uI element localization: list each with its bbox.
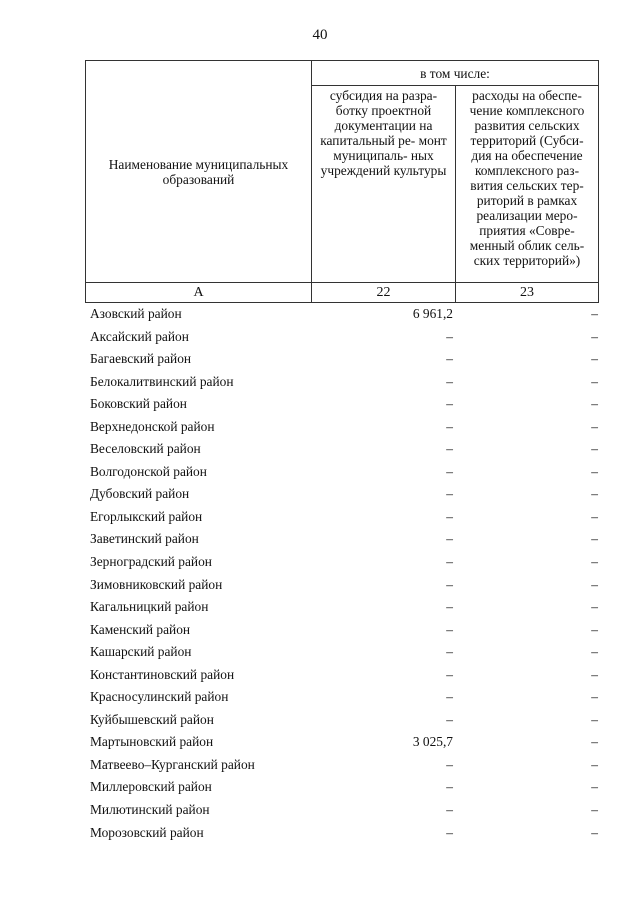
table-body — [90, 303, 600, 844]
row-value-22: – — [446, 396, 453, 412]
row-name: Дубовский район — [90, 486, 190, 502]
row-value-23: – — [591, 418, 598, 434]
table-row — [90, 754, 600, 777]
header-col-22: субсидия на разра- ботку проектной документации на капитальный ре- монт муниципаль- ных учреждений культуры — [312, 86, 456, 283]
row-value-22: – — [446, 599, 453, 615]
row-name: Боковский район — [90, 396, 187, 412]
table-header — [85, 60, 599, 303]
table-row — [90, 371, 600, 394]
row-name: Волгодонской район — [90, 463, 207, 479]
row-name: Багаевский район — [90, 351, 192, 367]
row-value-23: – — [591, 734, 598, 750]
row-name: Веселовский район — [90, 441, 201, 457]
table-row — [90, 731, 600, 754]
row-value-23: – — [591, 711, 598, 727]
row-value-22: – — [446, 351, 453, 367]
row-value-23: – — [591, 441, 598, 457]
table-row — [90, 664, 600, 687]
row-value-23: – — [591, 599, 598, 615]
header-num-a: А — [86, 283, 312, 303]
row-name: Верхнедонской район — [90, 418, 215, 434]
row-name: Егорлыкский район — [90, 508, 203, 524]
row-value-23: – — [591, 508, 598, 524]
row-value-22: – — [446, 576, 453, 592]
row-value-23: – — [591, 621, 598, 637]
header-num-22: 22 — [312, 283, 456, 303]
table-row — [90, 641, 600, 664]
table-row — [90, 686, 600, 709]
table-row — [90, 776, 600, 799]
table-row — [90, 799, 600, 822]
row-value-22: – — [446, 666, 453, 682]
row-name: Мартыновский район — [90, 734, 214, 750]
row-name: Куйбышевский район — [90, 711, 214, 727]
row-name: Константиновский район — [90, 666, 235, 682]
row-value-22: – — [446, 802, 453, 818]
table-row — [90, 326, 600, 349]
row-name: Кашарский район — [90, 644, 192, 660]
row-value-23: – — [591, 802, 598, 818]
table-row — [90, 596, 600, 619]
row-value-22: – — [446, 689, 453, 705]
row-value-23: – — [591, 396, 598, 412]
row-name: Зерноградский район — [90, 554, 212, 570]
row-value-22: – — [446, 531, 453, 547]
row-value-23: – — [591, 531, 598, 547]
row-value-22: – — [446, 418, 453, 434]
table-row — [90, 438, 600, 461]
row-value-22: – — [446, 508, 453, 524]
row-name: Аксайский район — [90, 328, 189, 344]
row-name: Морозовский район — [90, 824, 204, 840]
table-row — [90, 619, 600, 642]
row-name: Миллеровский район — [90, 779, 212, 795]
table-row — [90, 461, 600, 484]
row-value-23: – — [591, 576, 598, 592]
row-value-23: – — [591, 306, 598, 321]
row-value-22: 6 961,2 — [412, 306, 453, 321]
header-group-label: в том числе: — [312, 61, 599, 86]
table-row — [90, 416, 600, 439]
row-value-22: – — [446, 644, 453, 660]
row-value-23: – — [591, 666, 598, 682]
header-num-23: 23 — [456, 283, 599, 303]
table-row — [90, 506, 600, 529]
row-name: Красносулинский район — [90, 689, 229, 705]
row-value-23: – — [591, 554, 598, 570]
row-value-22: – — [446, 711, 453, 727]
row-name: Кагальницкий район — [90, 599, 209, 615]
table-row — [90, 483, 600, 506]
page-number: 40 — [312, 27, 328, 43]
table-row — [90, 393, 600, 416]
row-name: Азовский район — [90, 306, 182, 321]
row-value-22: – — [446, 824, 453, 840]
table-row — [90, 709, 600, 732]
header-col-23: расходы на обеспе- чение комплексного развития сельских территорий (Субси- дия на обеспечение комплексного раз- вития сельских тер- риторий в рамках реализации меро- приятия «Совре- менный облик сель- ских территорий») — [456, 86, 599, 283]
row-value-23: – — [591, 328, 598, 344]
row-value-22: – — [446, 373, 453, 389]
row-value-23: – — [591, 373, 598, 389]
row-value-23: – — [591, 824, 598, 840]
table-row — [90, 348, 600, 371]
row-name: Каменский район — [90, 621, 191, 637]
row-value-22: – — [446, 756, 453, 772]
row-value-22: – — [446, 441, 453, 457]
row-value-23: – — [591, 779, 598, 795]
row-value-22: – — [446, 621, 453, 637]
table-row — [90, 528, 600, 551]
row-value-22: – — [446, 486, 453, 502]
row-value-22: – — [446, 554, 453, 570]
row-value-23: – — [591, 463, 598, 479]
row-value-23: – — [591, 689, 598, 705]
row-value-23: – — [591, 351, 598, 367]
table-row — [90, 551, 600, 574]
row-value-22: – — [446, 328, 453, 344]
row-value-23: – — [591, 756, 598, 772]
row-value-23: – — [591, 486, 598, 502]
row-name: Милютинский район — [90, 802, 210, 818]
row-value-22: 3 025,7 — [412, 734, 453, 750]
table-row — [90, 574, 600, 597]
table-row — [90, 303, 600, 326]
row-value-22: – — [446, 463, 453, 479]
row-value-22: – — [446, 779, 453, 795]
row-name: Зимовниковский район — [90, 576, 223, 592]
row-value-23: – — [591, 644, 598, 660]
header-name-column: Наименование муниципальных образований — [86, 61, 312, 283]
row-name: Заветинский район — [90, 531, 199, 547]
table-row — [90, 822, 600, 845]
row-name: Белокалитвинский район — [90, 373, 234, 389]
row-name: Матвеево–Курганский район — [90, 756, 255, 772]
